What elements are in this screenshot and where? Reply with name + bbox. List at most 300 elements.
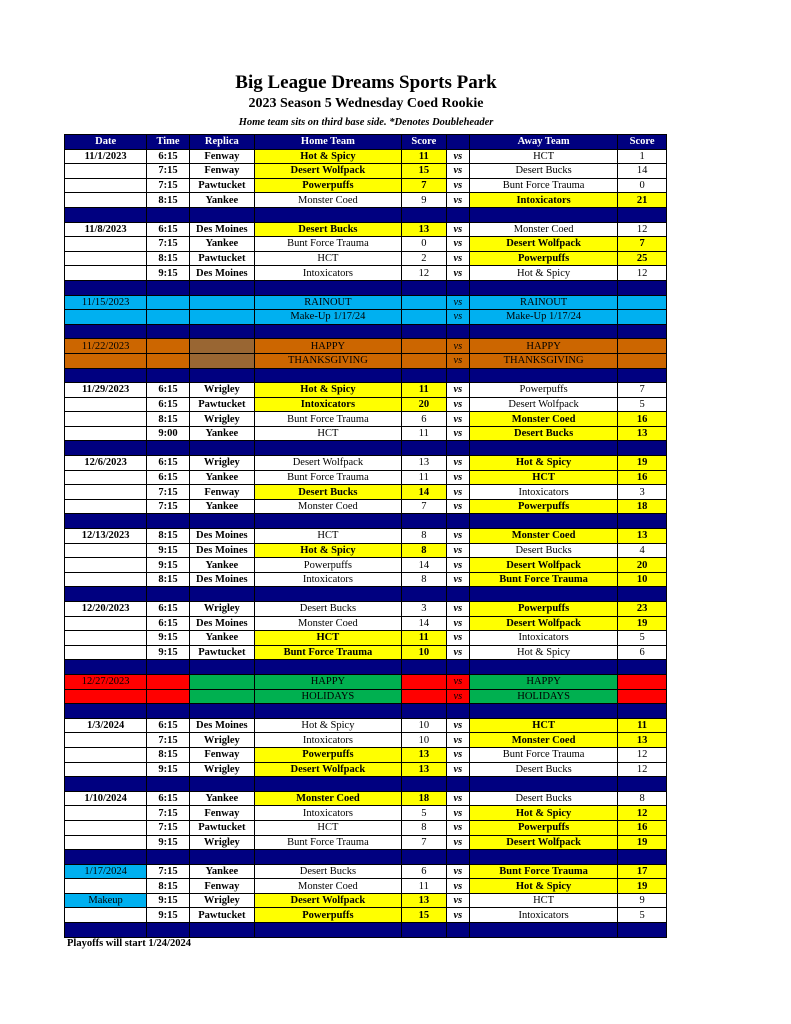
away-score-cell: 16 (618, 470, 667, 485)
away-score-cell: 13 (618, 426, 667, 441)
home-team-cell: Desert Wolfpack (254, 893, 401, 908)
replica-cell: Des Moines (189, 718, 254, 733)
home-score-cell: 14 (402, 485, 447, 500)
special-row (65, 310, 667, 325)
separator-cell (254, 514, 401, 529)
separator-cell (402, 660, 447, 675)
away-team-cell: Desert Wolfpack (470, 558, 618, 573)
home-score-cell: 5 (402, 806, 447, 821)
home-score-cell: 11 (402, 879, 447, 894)
date-cell: 11/15/2023 (65, 295, 147, 310)
replica-cell: Wrigley (189, 412, 254, 427)
away-team-cell: Hot & Spicy (470, 806, 618, 821)
separator-cell (254, 923, 401, 938)
away-team-cell: Desert Wolfpack (470, 835, 618, 850)
replica-cell: Wrigley (189, 835, 254, 850)
replica-cell: Yankee (189, 499, 254, 514)
table-row (65, 747, 667, 762)
vs-cell: vs (446, 178, 469, 193)
vs-cell: vs (446, 820, 469, 835)
separator-cell (65, 587, 147, 602)
table-row (65, 164, 667, 179)
week-separator (65, 587, 667, 602)
date-cell: 1/3/2024 (65, 718, 147, 733)
separator-cell (446, 587, 469, 602)
separator-cell (618, 704, 667, 719)
replica-cell: Des Moines (189, 222, 254, 237)
time-cell: 7:15 (147, 806, 190, 821)
home-team-cell: Desert Wolfpack (254, 456, 401, 471)
separator-cell (65, 207, 147, 222)
separator-cell (402, 324, 447, 339)
vs-cell: vs (446, 879, 469, 894)
home-score-cell: 3 (402, 602, 447, 617)
separator-cell (402, 850, 447, 865)
replica-cell: Yankee (189, 470, 254, 485)
away-score-cell: 25 (618, 251, 667, 266)
table-row (65, 222, 667, 237)
away-team-cell: Hot & Spicy (470, 266, 618, 281)
separator-cell (402, 514, 447, 529)
home-score-cell: 20 (402, 397, 447, 412)
replica-cell (189, 353, 254, 368)
time-cell: 6:15 (147, 602, 190, 617)
replica-cell (189, 674, 254, 689)
table-row (65, 645, 667, 660)
week-separator (65, 514, 667, 529)
vs-cell: vs (446, 251, 469, 266)
away-team-cell: Desert Bucks (470, 426, 618, 441)
vs-cell: vs (446, 485, 469, 500)
time-cell: 7:15 (147, 499, 190, 514)
home-score-cell: 8 (402, 529, 447, 544)
time-cell: 6:15 (147, 616, 190, 631)
replica-cell: Fenway (189, 879, 254, 894)
home-team-cell: Intoxicators (254, 572, 401, 587)
header-row (65, 135, 667, 150)
separator-cell (446, 280, 469, 295)
separator-cell (189, 587, 254, 602)
replica-cell (189, 310, 254, 325)
away-score-cell: 14 (618, 164, 667, 179)
home-team-cell: HAPPY (254, 339, 401, 354)
away-score-cell: 21 (618, 193, 667, 208)
separator-cell (446, 660, 469, 675)
home-team-cell: Powerpuffs (254, 747, 401, 762)
separator-cell (446, 514, 469, 529)
home-score-cell: 7 (402, 835, 447, 850)
home-team-cell: Hot & Spicy (254, 383, 401, 398)
separator-cell (446, 207, 469, 222)
separator-cell (189, 704, 254, 719)
date-cell (65, 572, 147, 587)
home-team-cell: Monster Coed (254, 879, 401, 894)
replica-cell: Yankee (189, 237, 254, 252)
table-row (65, 864, 667, 879)
time-cell: 9:15 (147, 558, 190, 573)
home-score-cell: 15 (402, 164, 447, 179)
away-team-cell: Bunt Force Trauma (470, 864, 618, 879)
home-score-cell: 14 (402, 558, 447, 573)
away-team-cell: Desert Bucks (470, 543, 618, 558)
away-score-cell: 19 (618, 835, 667, 850)
time-cell: 7:15 (147, 733, 190, 748)
home-team-cell: Desert Bucks (254, 864, 401, 879)
time-cell: 9:15 (147, 908, 190, 923)
home-team-cell: Powerpuffs (254, 908, 401, 923)
separator-cell (470, 923, 618, 938)
separator-cell (65, 441, 147, 456)
table-row (65, 237, 667, 252)
away-score-cell (618, 339, 667, 354)
away-team-cell: Desert Wolfpack (470, 237, 618, 252)
table-row (65, 806, 667, 821)
time-cell: 9:15 (147, 893, 190, 908)
separator-cell (254, 587, 401, 602)
date-cell (65, 645, 147, 660)
away-team-cell: Desert Bucks (470, 791, 618, 806)
away-score-cell: 0 (618, 178, 667, 193)
time-cell (147, 353, 190, 368)
away-team-cell: Hot & Spicy (470, 456, 618, 471)
home-score-cell: 18 (402, 791, 447, 806)
separator-cell (189, 207, 254, 222)
separator-cell (147, 280, 190, 295)
separator-cell (618, 923, 667, 938)
away-score-cell: 6 (618, 645, 667, 660)
separator-cell (470, 324, 618, 339)
replica-cell: Yankee (189, 631, 254, 646)
vs-cell: vs (446, 426, 469, 441)
col-away-score-header: Score (618, 135, 667, 150)
special-row (65, 339, 667, 354)
away-score-cell: 12 (618, 806, 667, 821)
table-row (65, 879, 667, 894)
away-team-cell: HAPPY (470, 674, 618, 689)
separator-cell (65, 514, 147, 529)
separator-cell (254, 368, 401, 383)
home-team-cell: HAPPY (254, 674, 401, 689)
time-cell: 8:15 (147, 251, 190, 266)
separator-cell (618, 280, 667, 295)
date-cell (65, 543, 147, 558)
replica-cell (189, 339, 254, 354)
away-score-cell: 4 (618, 543, 667, 558)
home-team-cell: Make-Up 1/17/24 (254, 310, 401, 325)
home-score-cell: 13 (402, 762, 447, 777)
separator-cell (254, 704, 401, 719)
separator-cell (254, 280, 401, 295)
home-team-cell: Hot & Spicy (254, 543, 401, 558)
home-score-cell: 12 (402, 266, 447, 281)
away-team-cell: Desert Bucks (470, 164, 618, 179)
time-cell: 6:15 (147, 470, 190, 485)
home-team-cell: Bunt Force Trauma (254, 645, 401, 660)
date-cell (65, 353, 147, 368)
home-score-cell: 11 (402, 426, 447, 441)
time-cell (147, 339, 190, 354)
away-team-cell: Hot & Spicy (470, 879, 618, 894)
home-score-cell: 8 (402, 543, 447, 558)
vs-cell: vs (446, 572, 469, 587)
separator-cell (618, 368, 667, 383)
vs-cell: vs (446, 602, 469, 617)
date-cell (65, 178, 147, 193)
away-score-cell: 13 (618, 733, 667, 748)
separator-cell (446, 850, 469, 865)
away-team-cell: HCT (470, 149, 618, 164)
separator-cell (618, 660, 667, 675)
table-row (65, 412, 667, 427)
time-cell: 9:15 (147, 762, 190, 777)
time-cell: 6:15 (147, 222, 190, 237)
home-team-cell: Bunt Force Trauma (254, 470, 401, 485)
time-cell (147, 674, 190, 689)
away-score-cell: 18 (618, 499, 667, 514)
week-separator (65, 324, 667, 339)
separator-cell (189, 850, 254, 865)
away-score-cell: 12 (618, 762, 667, 777)
home-score-cell (402, 310, 447, 325)
replica-cell (189, 689, 254, 704)
vs-cell: vs (446, 164, 469, 179)
replica-cell: Des Moines (189, 572, 254, 587)
home-team-cell: Bunt Force Trauma (254, 835, 401, 850)
home-team-cell: Hot & Spicy (254, 718, 401, 733)
replica-cell: Fenway (189, 149, 254, 164)
date-cell (65, 616, 147, 631)
time-cell: 6:15 (147, 149, 190, 164)
away-score-cell: 5 (618, 631, 667, 646)
table-row (65, 470, 667, 485)
away-team-cell: Powerpuffs (470, 383, 618, 398)
vs-cell: vs (446, 310, 469, 325)
time-cell: 9:00 (147, 426, 190, 441)
separator-cell (189, 777, 254, 792)
home-team-cell: RAINOUT (254, 295, 401, 310)
date-cell (65, 310, 147, 325)
separator-cell (446, 368, 469, 383)
date-cell (65, 558, 147, 573)
table-row (65, 426, 667, 441)
time-cell: 9:15 (147, 835, 190, 850)
col-home-team-header: Home Team (254, 135, 401, 150)
vs-cell: vs (446, 762, 469, 777)
away-score-cell: 16 (618, 412, 667, 427)
separator-cell (147, 777, 190, 792)
replica-cell: Pawtucket (189, 908, 254, 923)
special-row (65, 295, 667, 310)
replica-cell: Wrigley (189, 893, 254, 908)
home-team-cell: Hot & Spicy (254, 149, 401, 164)
vs-cell: vs (446, 222, 469, 237)
table-row (65, 718, 667, 733)
away-score-cell: 5 (618, 397, 667, 412)
replica-cell: Wrigley (189, 602, 254, 617)
date-cell (65, 820, 147, 835)
separator-cell (446, 777, 469, 792)
away-score-cell: 11 (618, 718, 667, 733)
separator-cell (402, 280, 447, 295)
time-cell (147, 295, 190, 310)
away-score-cell (618, 353, 667, 368)
date-cell: 11/1/2023 (65, 149, 147, 164)
away-score-cell: 12 (618, 266, 667, 281)
vs-cell: vs (446, 631, 469, 646)
home-team-cell: THANKSGIVING (254, 353, 401, 368)
away-score-cell: 10 (618, 572, 667, 587)
date-cell (65, 631, 147, 646)
time-cell: 7:15 (147, 164, 190, 179)
vs-cell: vs (446, 266, 469, 281)
away-score-cell: 5 (618, 908, 667, 923)
vs-cell: vs (446, 543, 469, 558)
date-cell (65, 426, 147, 441)
table-row (65, 397, 667, 412)
table-row (65, 602, 667, 617)
separator-cell (189, 441, 254, 456)
home-team-cell: HCT (254, 426, 401, 441)
col-home-score-header: Score (402, 135, 447, 150)
home-team-cell: Desert Bucks (254, 222, 401, 237)
replica-cell: Fenway (189, 485, 254, 500)
away-team-cell: HAPPY (470, 339, 618, 354)
vs-cell: vs (446, 295, 469, 310)
special-row (65, 353, 667, 368)
table-row (65, 251, 667, 266)
date-cell (65, 193, 147, 208)
time-cell: 7:15 (147, 485, 190, 500)
table-row (65, 383, 667, 398)
vs-cell: vs (446, 645, 469, 660)
time-cell: 8:15 (147, 412, 190, 427)
separator-cell (147, 324, 190, 339)
separator-cell (402, 207, 447, 222)
time-cell: 8:15 (147, 529, 190, 544)
col-away-team-header: Away Team (470, 135, 618, 150)
replica-cell: Des Moines (189, 543, 254, 558)
away-team-cell: HCT (470, 718, 618, 733)
home-score-cell: 6 (402, 864, 447, 879)
footer-note: Playoffs will start 1/24/2024 (67, 938, 191, 949)
home-score-cell: 0 (402, 237, 447, 252)
home-team-cell: Intoxicators (254, 266, 401, 281)
week-separator (65, 777, 667, 792)
date-cell (65, 879, 147, 894)
home-score-cell: 11 (402, 149, 447, 164)
schedule-table (64, 134, 667, 938)
vs-cell: vs (446, 616, 469, 631)
vs-cell: vs (446, 864, 469, 879)
vs-cell: vs (446, 193, 469, 208)
separator-cell (446, 923, 469, 938)
away-team-cell: Intoxicators (470, 908, 618, 923)
away-team-cell: Monster Coed (470, 733, 618, 748)
table-row (65, 762, 667, 777)
date-cell (65, 470, 147, 485)
separator-cell (470, 514, 618, 529)
separator-cell (470, 587, 618, 602)
date-cell (65, 689, 147, 704)
vs-cell: vs (446, 470, 469, 485)
separator-cell (254, 850, 401, 865)
separator-cell (65, 324, 147, 339)
table-row (65, 178, 667, 193)
date-cell: 11/22/2023 (65, 339, 147, 354)
separator-cell (65, 368, 147, 383)
date-cell: 11/8/2023 (65, 222, 147, 237)
table-row (65, 485, 667, 500)
vs-cell: vs (446, 412, 469, 427)
home-team-cell: Monster Coed (254, 499, 401, 514)
separator-cell (147, 850, 190, 865)
week-separator (65, 850, 667, 865)
schedule-note: Home team sits on third base side. *Denotes Doubleheader (238, 117, 494, 128)
separator-cell (470, 850, 618, 865)
table-row (65, 529, 667, 544)
week-separator (65, 660, 667, 675)
table-row (65, 572, 667, 587)
separator-cell (254, 777, 401, 792)
separator-cell (65, 660, 147, 675)
home-score-cell: 13 (402, 456, 447, 471)
separator-cell (254, 441, 401, 456)
replica-cell (189, 295, 254, 310)
away-score-cell: 16 (618, 820, 667, 835)
separator-cell (189, 368, 254, 383)
date-cell (65, 835, 147, 850)
separator-cell (402, 441, 447, 456)
table-row (65, 733, 667, 748)
table-row (65, 499, 667, 514)
home-score-cell: 8 (402, 820, 447, 835)
date-cell: 12/27/2023 (65, 674, 147, 689)
vs-cell: vs (446, 558, 469, 573)
away-score-cell: 12 (618, 222, 667, 237)
vs-cell: vs (446, 353, 469, 368)
separator-cell (618, 441, 667, 456)
time-cell: 8:15 (147, 193, 190, 208)
home-score-cell: 9 (402, 193, 447, 208)
date-cell: 12/6/2023 (65, 456, 147, 471)
date-cell (65, 251, 147, 266)
separator-cell (402, 923, 447, 938)
separator-cell (470, 207, 618, 222)
time-cell: 9:15 (147, 645, 190, 660)
away-score-cell: 13 (618, 529, 667, 544)
home-team-cell: HCT (254, 529, 401, 544)
home-score-cell (402, 353, 447, 368)
vs-cell: vs (446, 747, 469, 762)
date-cell: 11/29/2023 (65, 383, 147, 398)
separator-cell (470, 280, 618, 295)
separator-cell (254, 324, 401, 339)
time-cell: 8:15 (147, 572, 190, 587)
time-cell: 7:15 (147, 820, 190, 835)
separator-cell (618, 777, 667, 792)
away-score-cell (618, 689, 667, 704)
home-score-cell: 15 (402, 908, 447, 923)
home-score-cell: 7 (402, 499, 447, 514)
vs-cell: vs (446, 733, 469, 748)
date-cell: 12/13/2023 (65, 529, 147, 544)
home-score-cell: 13 (402, 893, 447, 908)
table-row (65, 558, 667, 573)
table-row (65, 908, 667, 923)
home-score-cell (402, 295, 447, 310)
away-score-cell: 20 (618, 558, 667, 573)
away-team-cell: Powerpuffs (470, 820, 618, 835)
